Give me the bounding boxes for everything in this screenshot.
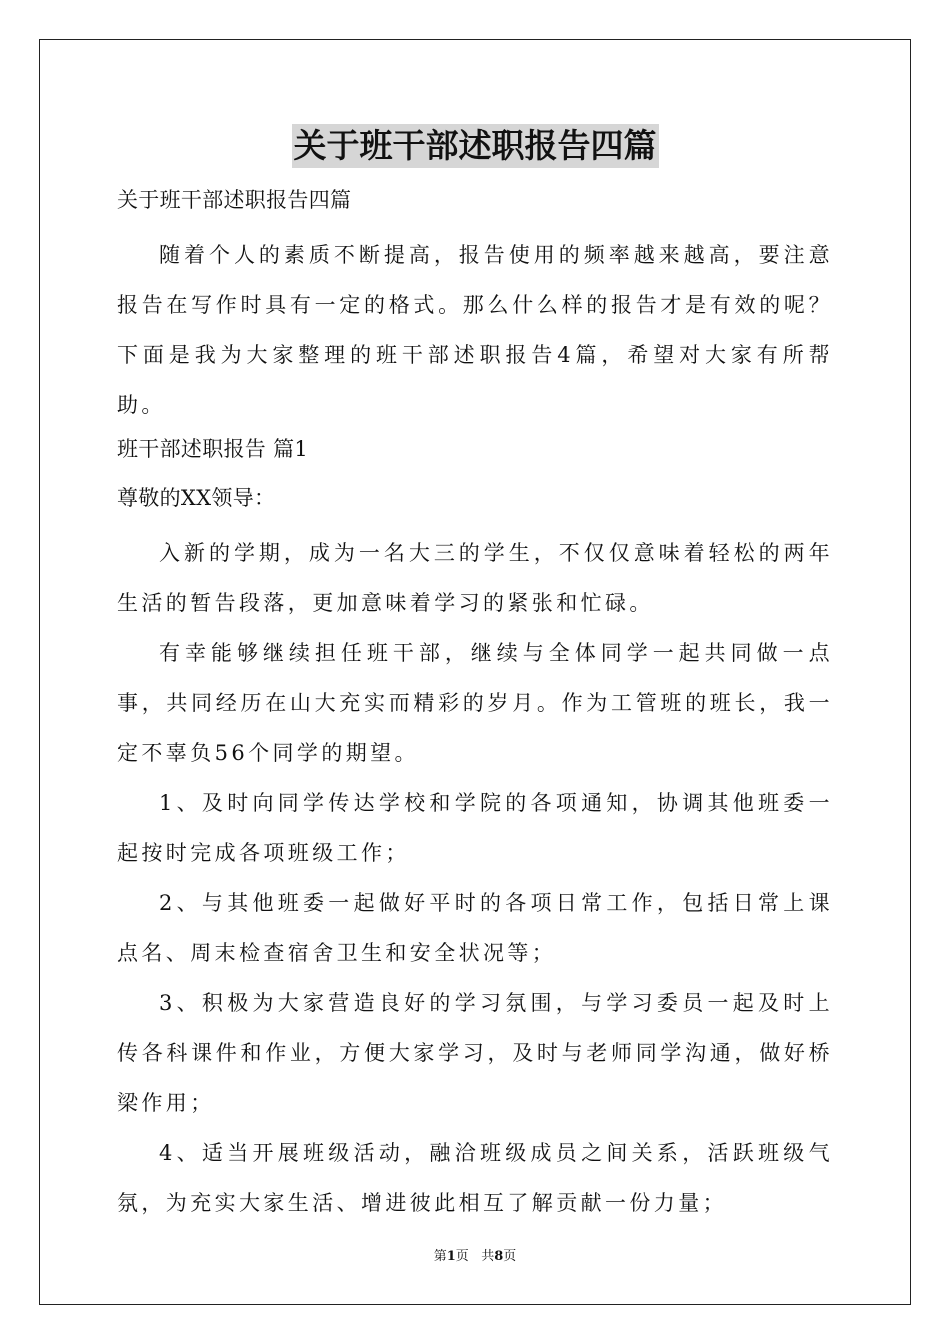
footer-page-prefix: 第: [433, 1249, 447, 1264]
paragraph-1: 入新的学期，成为一名大三的学生，不仅仅意味着轻松的两年生活的暂告段落，更加意味着学习的紧张和忙碌。: [117, 541, 833, 615]
footer-total-prefix: 共: [481, 1249, 495, 1264]
section-heading: 班干部述职报告 篇1: [117, 437, 309, 461]
footer-page-suffix: 页: [455, 1249, 469, 1264]
document-subtitle: 关于班干部述职报告四篇: [117, 188, 352, 212]
paragraph-5: 3、积极为大家营造良好的学习氛围，与学习委员一起及时上传各科课件和作业，方便大家学习，及时与老师同学沟通，做好桥梁作用；: [117, 991, 833, 1115]
footer-total-suffix: 页: [503, 1249, 517, 1264]
paragraph-4: 2、与其他班委一起做好平时的各项日常工作，包括日常上课点名、周末检查宿舍卫生和安全状况等；: [117, 891, 833, 965]
paragraph-2: 有幸能够继续担任班干部，继续与全体同学一起共同做一点事，共同经历在山大充实而精彩的岁月。作为工管班的班长，我一定不辜负56个同学的期望。: [117, 641, 833, 765]
page-footer: [0, 1248, 950, 1266]
paragraph-3: 1、及时向同学传达学校和学院的各项通知，协调其他班委一起按时完成各项班级工作；: [117, 791, 833, 865]
intro-paragraph: 随着个人的素质不断提高，报告使用的频率越来越高，要注意报告在写作时具有一定的格式。那么什么样的报告才是有效的呢？下面是我为大家整理的班干部述职报告4篇，希望对大家有所帮助。: [117, 243, 833, 417]
salutation: 尊敬的XX领导：: [117, 486, 276, 510]
document-title: 关于班干部述职报告四篇: [292, 124, 659, 168]
footer-page-number: 1: [446, 1249, 456, 1264]
footer-total-pages: 8: [494, 1249, 504, 1264]
title-area: [0, 124, 950, 168]
paragraph-6: 4、适当开展班级活动，融洽班级成员之间关系，活跃班级气氛，为充实大家生活、增进彼此相互了解贡献一份力量；: [117, 1141, 833, 1215]
document-body: [117, 181, 833, 1228]
